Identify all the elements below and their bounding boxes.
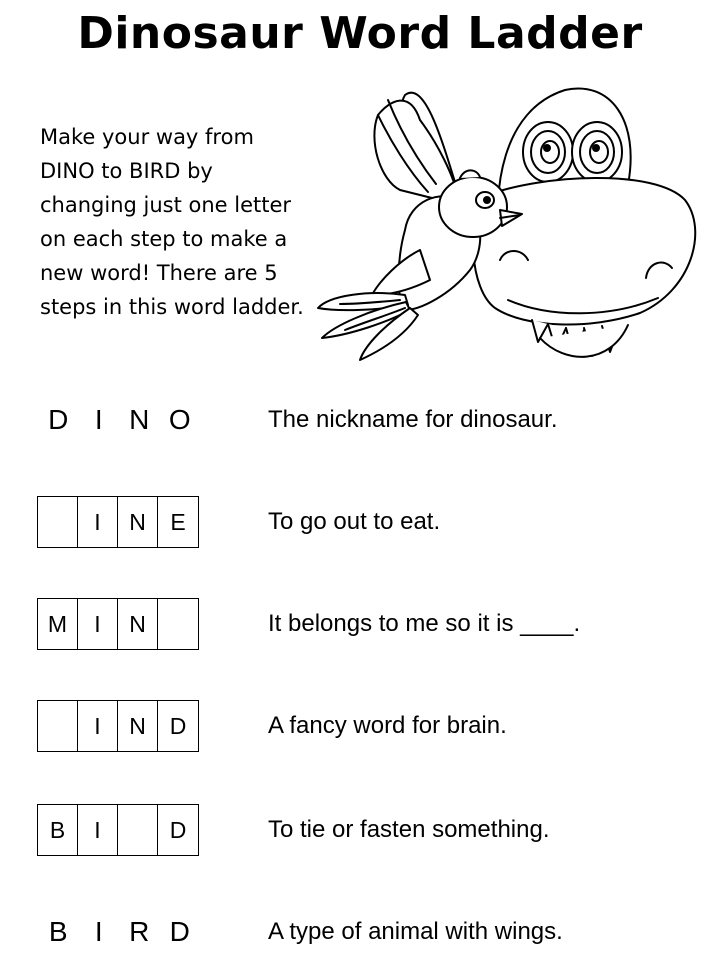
letter-box[interactable]: N (118, 497, 158, 547)
letter: R (129, 916, 150, 947)
ladder-row-6 (0, 906, 720, 958)
ladder-row-5 (0, 804, 720, 856)
letter: O (168, 404, 191, 435)
clue-text: To go out to eat. (268, 508, 441, 535)
letter-box[interactable]: B (38, 805, 78, 855)
letter: D (169, 916, 190, 947)
letter: I (94, 404, 103, 435)
letter-box[interactable] (158, 599, 198, 649)
letter-box[interactable] (38, 701, 78, 751)
clue-text: It belongs to me so it is ____. (268, 610, 581, 637)
letter-box[interactable]: I (78, 497, 118, 547)
letter-box[interactable]: I (78, 599, 118, 649)
clue-text: To tie or fasten something. (268, 816, 550, 843)
letter: B (48, 916, 68, 947)
letter-boxes (37, 598, 199, 650)
letter-box[interactable] (118, 805, 158, 855)
letter-box[interactable]: I (78, 805, 118, 855)
start-word (38, 394, 200, 446)
instructions: Make your way from DINO to BIRD by changing just one letter on each step to make a new word! There are 5 steps in this word ladder. (40, 125, 304, 319)
letter-box[interactable]: N (118, 701, 158, 751)
page-title: Dinosaur Word Ladder (77, 8, 643, 59)
letter-box[interactable]: D (169, 713, 187, 739)
letter-box[interactable]: E (170, 509, 186, 535)
letter-boxes (37, 804, 199, 856)
ladder-row-1 (0, 394, 720, 446)
dino-and-bird-icon (310, 80, 700, 375)
letter-boxes (37, 700, 199, 752)
ladder-row-3 (0, 598, 720, 650)
letter: I (94, 916, 103, 947)
ladder-row-2 (0, 496, 720, 548)
letter-box[interactable]: M (38, 599, 78, 649)
letter: D (48, 404, 69, 435)
clue-text: A fancy word for brain. (268, 712, 507, 739)
letter-box[interactable]: I (78, 701, 118, 751)
letter-box[interactable] (38, 497, 78, 547)
ladder-row-4 (0, 700, 720, 752)
letter-box[interactable]: D (169, 817, 187, 843)
end-word (38, 906, 200, 958)
clue-text: A type of animal with wings. (268, 918, 563, 945)
letter-boxes (37, 496, 199, 548)
letter: N (129, 404, 150, 435)
clue-text: The nickname for dinosaur. (268, 406, 558, 433)
letter-box[interactable]: N (118, 599, 158, 649)
